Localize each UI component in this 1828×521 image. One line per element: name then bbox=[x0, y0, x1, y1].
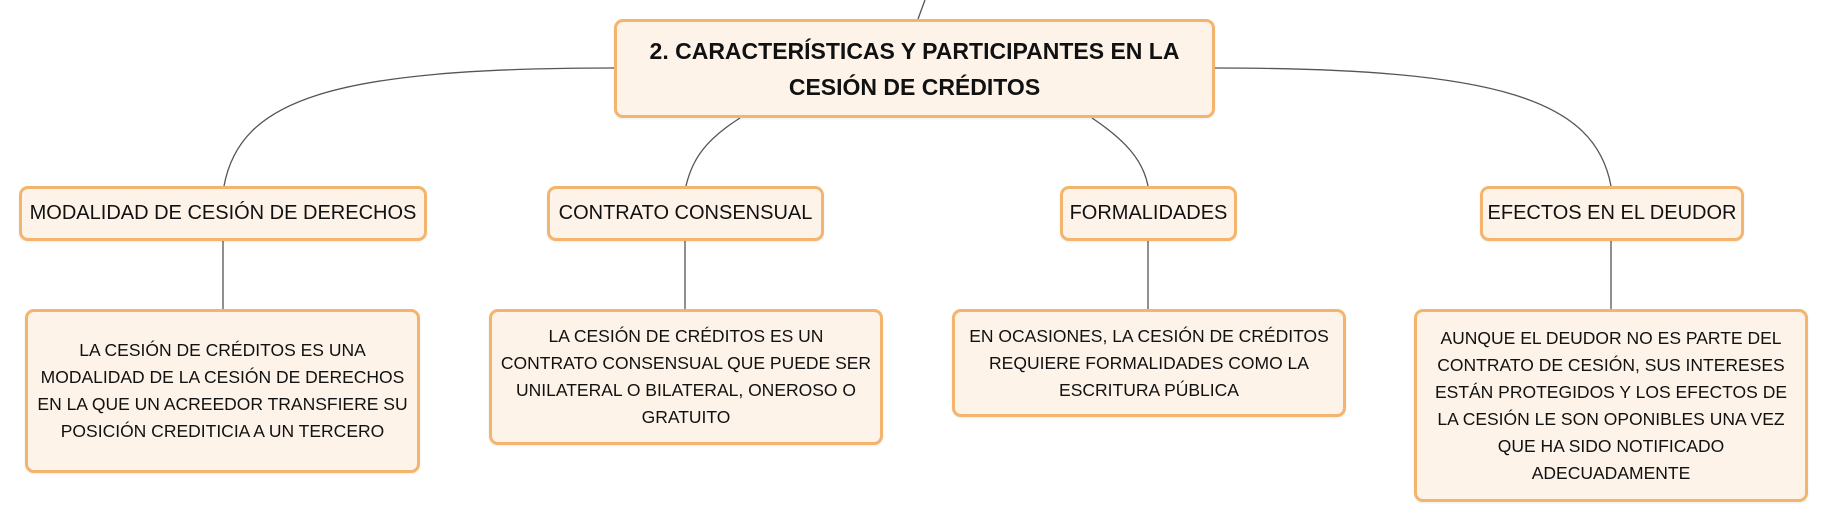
connector-root-to-branch-4 bbox=[1215, 68, 1611, 186]
detail-text: LA CESIÓN DE CRÉDITOS ES UNA MODALIDAD DE LA CESIÓN DE DERECHOS EN LA QUE UN ACREEDOR TRANSFIERE SU POSICIÓN CREDITICIA A UN TERCERO bbox=[37, 340, 408, 441]
root-topic-title: 2. CARACTERÍSTICAS Y PARTICIPANTES EN LA CESIÓN DE CRÉDITOS bbox=[649, 37, 1180, 100]
branch-label: MODALIDAD DE CESIÓN DE DERECHOS bbox=[29, 202, 417, 224]
detail-text: AUNQUE EL DEUDOR NO ES PARTE DEL CONTRATO DE CESIÓN, SUS INTERESES ESTÁN PROTEGIDOS Y LOS EFECTOS DE LA CESIÓN LE SON OPONIBLES UNA VEZ QUE HA SIDO NOTIFICADO ADECUADAMENTE bbox=[1434, 327, 1788, 483]
branch-label: FORMALIDADES bbox=[1069, 202, 1228, 224]
detail-formalidades[interactable] bbox=[952, 309, 1346, 417]
detail-efectos-deudor[interactable] bbox=[1414, 309, 1808, 502]
detail-contrato-consensual[interactable] bbox=[489, 309, 883, 445]
detail-text: LA CESIÓN DE CRÉDITOS ES UN CONTRATO CONSENSUAL QUE PUEDE SER UNILATERAL O BILATERAL, ONEROSO O GRATUITO bbox=[500, 326, 872, 427]
branch-formalidades[interactable] bbox=[1060, 186, 1237, 241]
branch-label: EFECTOS EN EL DEUDOR bbox=[1487, 202, 1737, 224]
branch-label: CONTRATO CONSENSUAL bbox=[558, 202, 813, 224]
branch-efectos-deudor[interactable] bbox=[1480, 186, 1744, 241]
detail-text: EN OCASIONES, LA CESIÓN DE CRÉDITOS REQUIERE FORMALIDADES COMO LA ESCRITURA PÚBLICA bbox=[969, 325, 1329, 400]
branch-modalidad[interactable] bbox=[19, 186, 427, 241]
connector-parent-to-root bbox=[918, 0, 925, 19]
connector-root-to-branch-1 bbox=[224, 68, 614, 186]
root-topic[interactable] bbox=[614, 19, 1215, 118]
branch-contrato-consensual[interactable] bbox=[547, 186, 824, 241]
detail-modalidad[interactable] bbox=[25, 309, 420, 473]
connector-root-to-branch-3 bbox=[1092, 118, 1148, 186]
connector-root-to-branch-2 bbox=[686, 118, 740, 186]
